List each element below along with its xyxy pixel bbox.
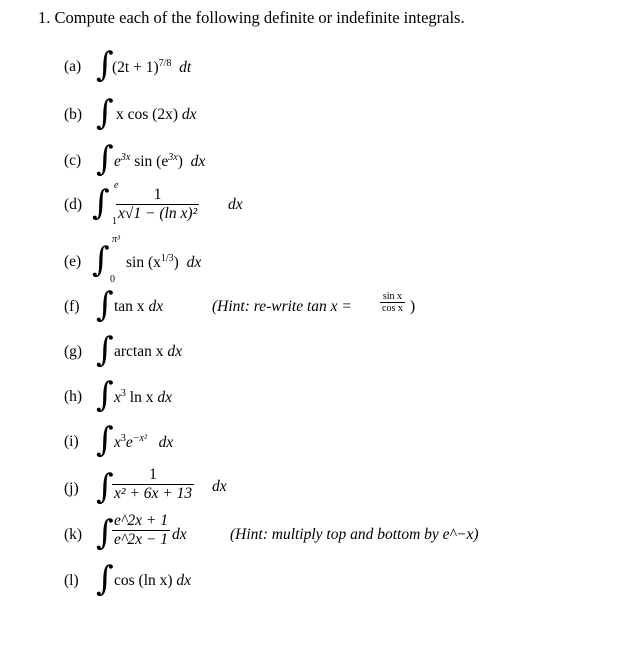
label-j: (j): [64, 480, 79, 497]
fraction-j: [112, 466, 194, 503]
fraction-k-num: e^2x + 1: [114, 512, 169, 529]
integrand-c-exp2: 3x: [168, 152, 178, 163]
integrand-e-exp: 1/3: [160, 253, 174, 264]
fraction-j-num: 1: [149, 466, 157, 483]
integrand-g-text: arctan x: [114, 343, 164, 360]
integrand-i-exp: 3: [120, 433, 126, 444]
integrand-i-exp2: −x²: [132, 433, 147, 444]
integrand-a: [112, 58, 191, 77]
diff-d: dx: [228, 196, 243, 213]
diff-a: dt: [179, 59, 192, 77]
label-k: (k): [64, 526, 83, 543]
integrand-c-mid: sin (e: [134, 153, 169, 171]
integrand-e: [126, 253, 201, 272]
integrand-l-text: cos (ln x): [114, 572, 173, 589]
integrand-l: [114, 572, 191, 590]
hint-k: (Hint: multiply top and bottom by e^−x): [230, 526, 479, 543]
integral-sign-l: ∫: [96, 559, 114, 599]
diff-i: dx: [158, 434, 174, 452]
integrand-h-exp: 3: [120, 388, 126, 399]
integral-sign-d: ∫: [92, 183, 110, 223]
diff-c: dx: [190, 153, 206, 171]
integral-sign-e: ∫: [92, 240, 110, 280]
diff-f: dx: [148, 298, 164, 315]
integrand-f: [114, 298, 163, 316]
integral-sign-j: ∫: [96, 467, 114, 507]
integral-sign-g: ∫: [96, 330, 114, 370]
fraction-k-den: e^2x − 1: [114, 531, 169, 548]
integrand-b-text: x cos (2x): [116, 106, 178, 123]
fraction-d: [116, 186, 199, 223]
diff-j: dx: [212, 478, 227, 495]
hint-f-end: ): [410, 298, 416, 315]
integrand-g: [114, 343, 182, 361]
fraction-j-den: x² + 6x + 13: [114, 485, 193, 502]
label-e: (e): [64, 253, 82, 270]
fraction-d-num: 1: [153, 186, 162, 203]
integrand-a-base: (2t + 1): [112, 59, 159, 77]
label-c: (c): [64, 152, 82, 169]
hint-f-text: (Hint: re-write tan x =: [212, 298, 352, 315]
hint-f: [212, 298, 352, 316]
diff-e: dx: [186, 254, 202, 272]
integral-sign-b: ∫: [96, 93, 114, 133]
integrand-e-text: sin (x: [126, 254, 161, 272]
label-f: (f): [64, 298, 80, 315]
label-g: (g): [64, 343, 83, 360]
question-text: Compute each of the following definite or indefinite integrals.: [54, 8, 465, 27]
hint-f-den: cos x: [382, 303, 403, 314]
lower-limit-d: 1: [112, 216, 117, 227]
integrand-a-exp: 7/8: [158, 58, 172, 69]
integral-sign-f: ∫: [96, 285, 114, 325]
integrand-f-text: tan x: [114, 298, 145, 315]
integrand-b: [116, 106, 197, 124]
hint-f-fraction: [380, 291, 405, 314]
diff-g: dx: [167, 343, 182, 360]
diff-k: dx: [172, 526, 187, 543]
integral-sign-c: ∫: [96, 139, 114, 179]
integral-sign-a: ∫: [96, 45, 114, 85]
integral-sign-k: ∫: [96, 513, 114, 553]
upper-limit-e: π³: [112, 234, 121, 245]
integrand-c-exp1: 3x: [120, 152, 131, 163]
integral-sign-i: ∫: [96, 420, 114, 460]
label-a: (a): [64, 58, 82, 75]
diff-b: dx: [181, 106, 197, 123]
fraction-k: [112, 512, 170, 549]
label-h: (h): [64, 388, 83, 405]
lower-limit-e: 0: [110, 274, 115, 285]
fraction-d-den: x√1 − (ln x)²: [118, 205, 198, 222]
integrand-i-rest: e: [125, 434, 133, 452]
integrand-h-base: x: [114, 389, 121, 407]
upper-limit-d: e: [114, 180, 119, 191]
integral-sign-h: ∫: [96, 375, 114, 415]
hint-f-num: sin x: [382, 291, 402, 302]
integrand-h-rest: ln x: [129, 389, 154, 407]
diff-l: dx: [176, 572, 192, 589]
label-b: (b): [64, 106, 83, 123]
integrand-c-base: e: [114, 153, 121, 171]
integrand-c: [114, 152, 205, 171]
label-d: (d): [64, 196, 83, 213]
integrand-i-base: x: [114, 434, 121, 452]
label-l: (l): [64, 572, 79, 589]
label-i: (i): [64, 433, 79, 450]
question-number: 1.: [38, 8, 51, 27]
integrand-c-end: ): [177, 153, 183, 171]
question-heading: [38, 8, 465, 28]
diff-h: dx: [157, 389, 172, 407]
integrand-h: [114, 388, 172, 407]
integrand-e-end: ): [173, 254, 179, 272]
integrand-i: [114, 433, 173, 452]
